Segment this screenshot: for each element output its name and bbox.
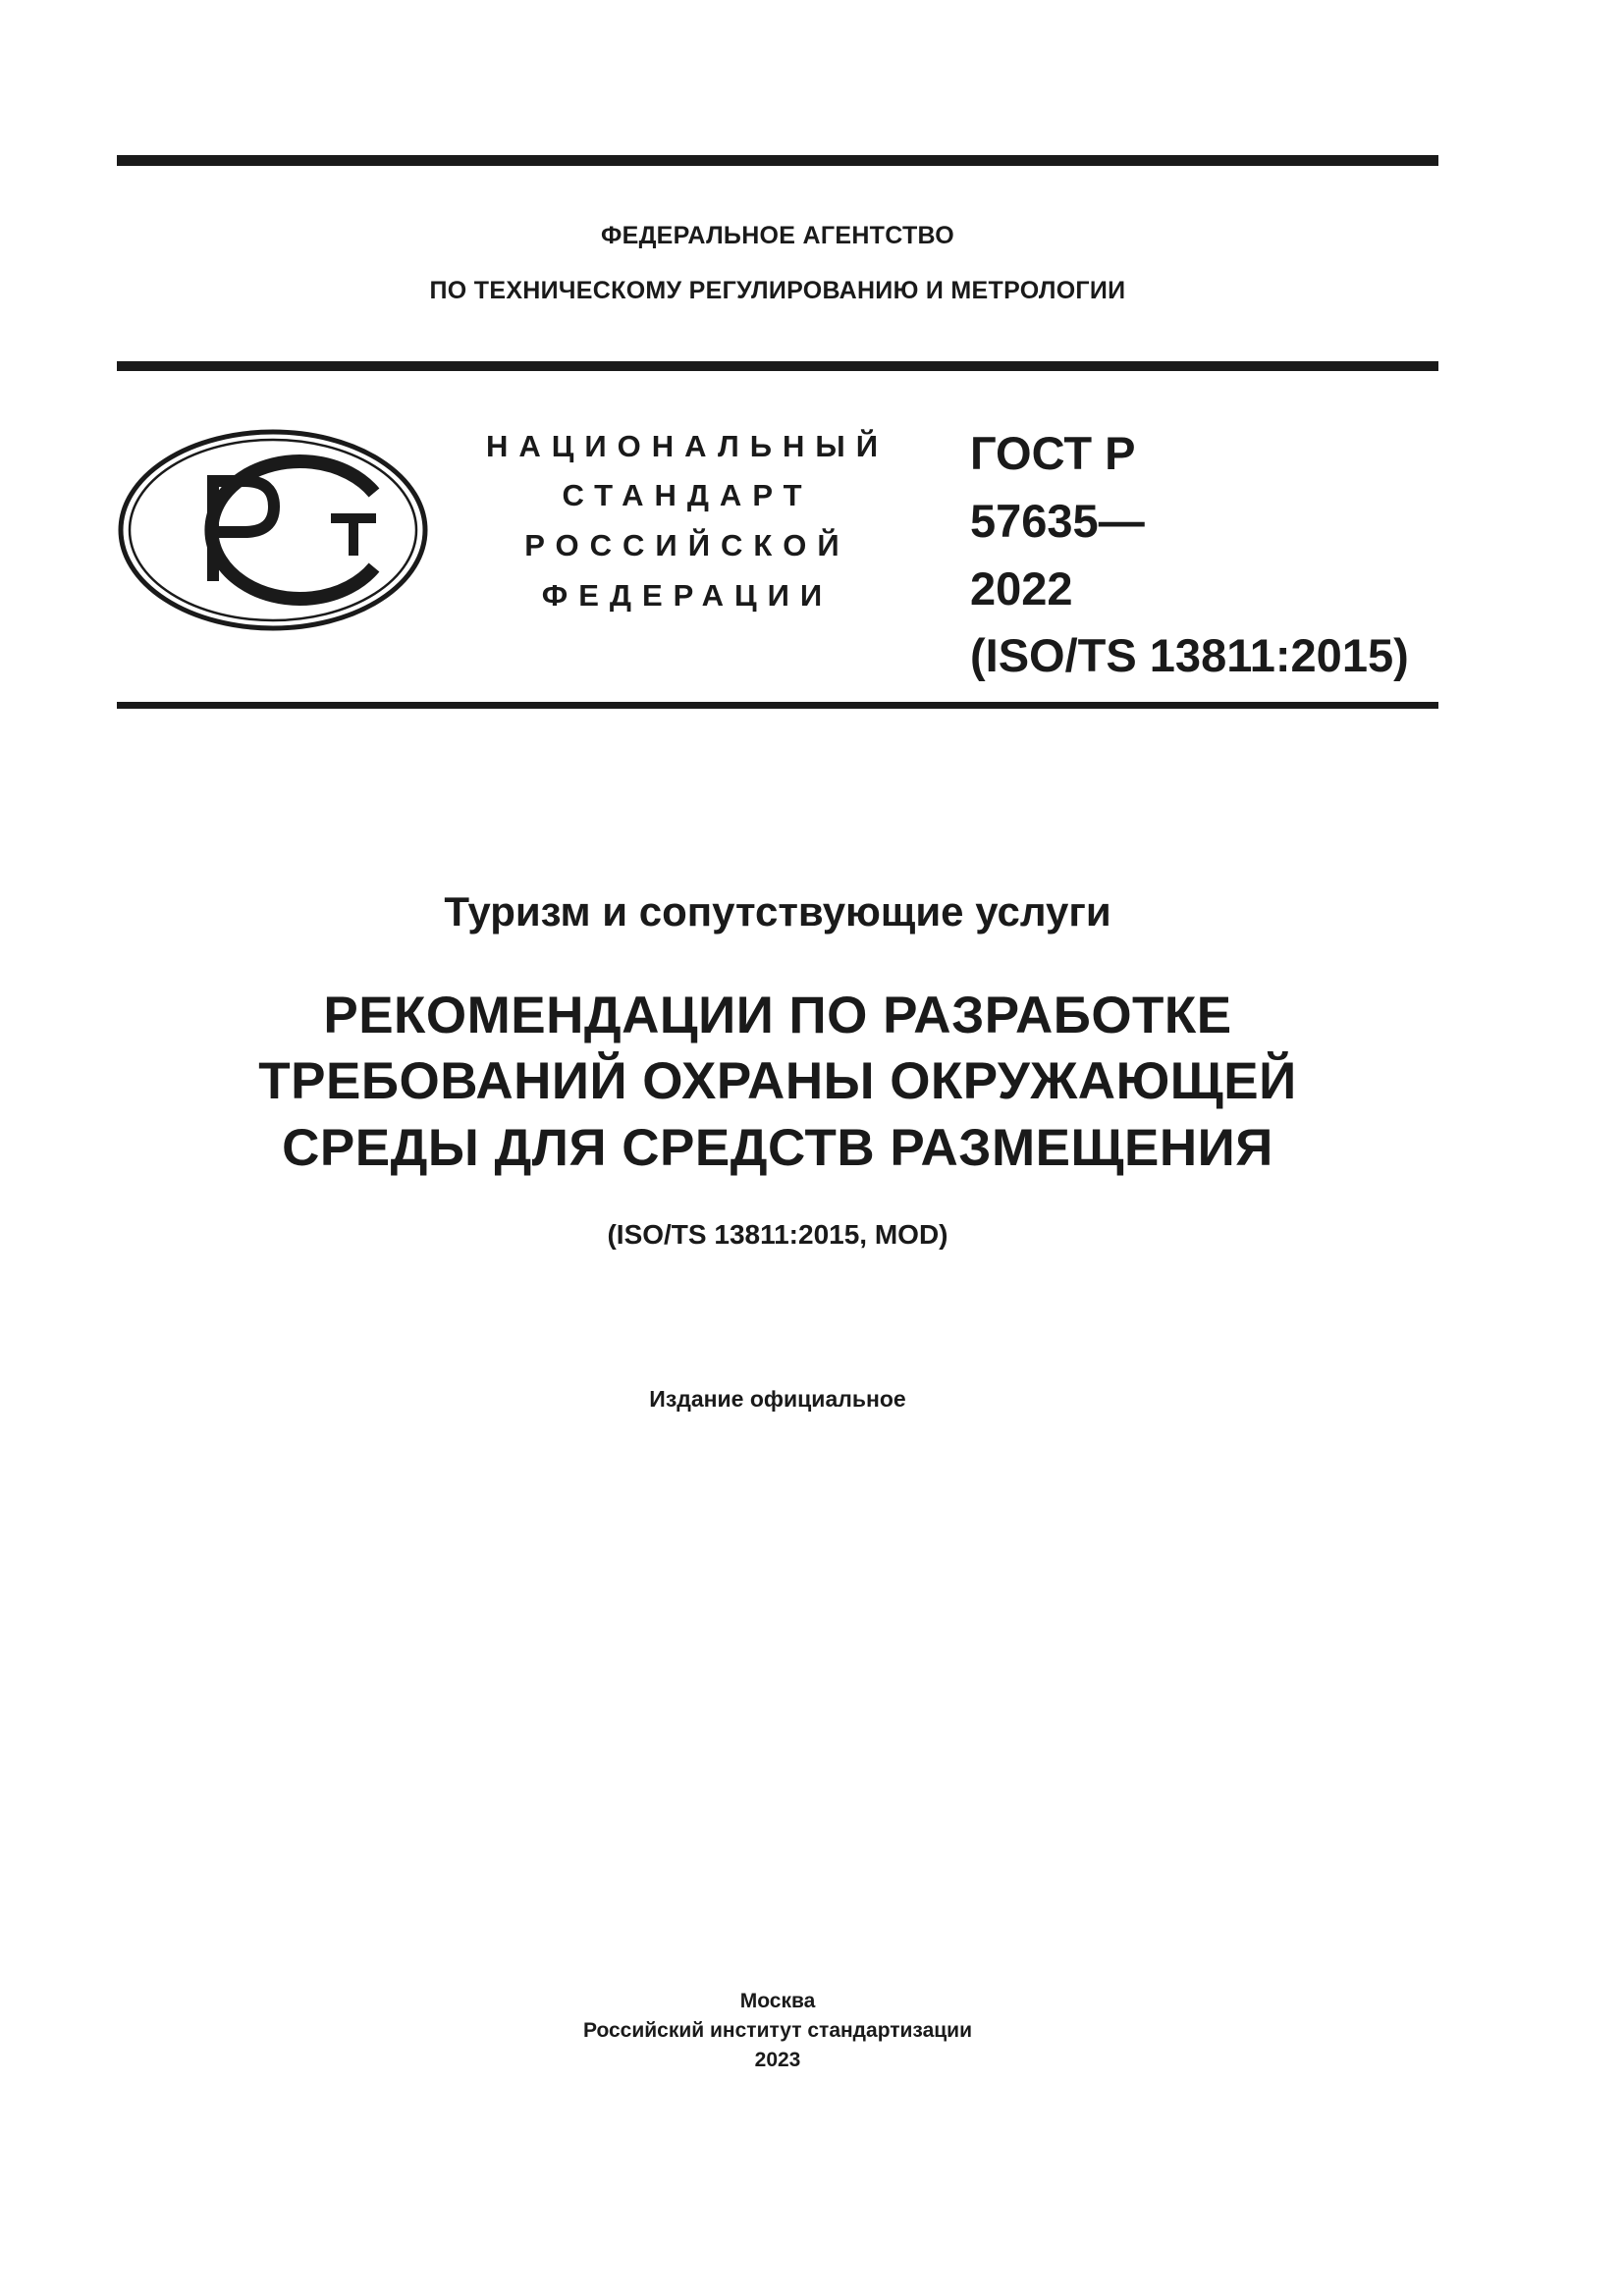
middle-rule [117,361,1438,371]
national-standard-line4: ФЕДЕРАЦИИ [541,578,834,613]
top-rule [117,155,1438,166]
document-subtitle: Туризм и сопутствующие услуги [444,888,1111,934]
standard-designation-line1: ГОСТ Р [970,427,1136,479]
national-standard-line2: СТАНДАРТ [562,478,813,512]
imprint-city: Москва [739,1990,816,2012]
document-title-line2: ТРЕБОВАНИЙ ОХРАНЫ ОКРУЖАЮЩЕЙ [258,1052,1297,1110]
agency-name-line2: ПО ТЕХНИЧЕСКОМУ РЕГУЛИРОВАНИЮ И МЕТРОЛОГИИ [429,277,1126,304]
national-standard-line1: НАЦИОНАЛЬНЫЙ [485,429,890,463]
document-title-line3: СРЕДЫ ДЛЯ СРЕДСТВ РАЗМЕЩЕНИЯ [282,1119,1273,1177]
standard-designation-line3: 2022 [970,562,1073,614]
imprint-year: 2023 [754,2049,801,2071]
imprint-publisher: Российский институт стандартизации [582,2019,973,2042]
national-standard-line3: РОССИЙСКОЙ [524,528,850,562]
rst-emblem-icon [117,428,429,632]
bottom-rule [117,702,1438,709]
agency-name-line1: ФЕДЕРАЛЬНОЕ АГЕНТСТВО [600,222,955,249]
edition-note: Издание официальное [649,1386,906,1412]
iso-modification-note: (ISO/TS 13811:2015, MOD) [607,1219,948,1250]
standard-designation-line2: 57635— [970,495,1145,547]
document-title-line1: РЕКОМЕНДАЦИИ ПО РАЗРАБОТКЕ [323,987,1232,1044]
standard-designation-line4: (ISO/TS 13811:2015) [970,629,1409,681]
